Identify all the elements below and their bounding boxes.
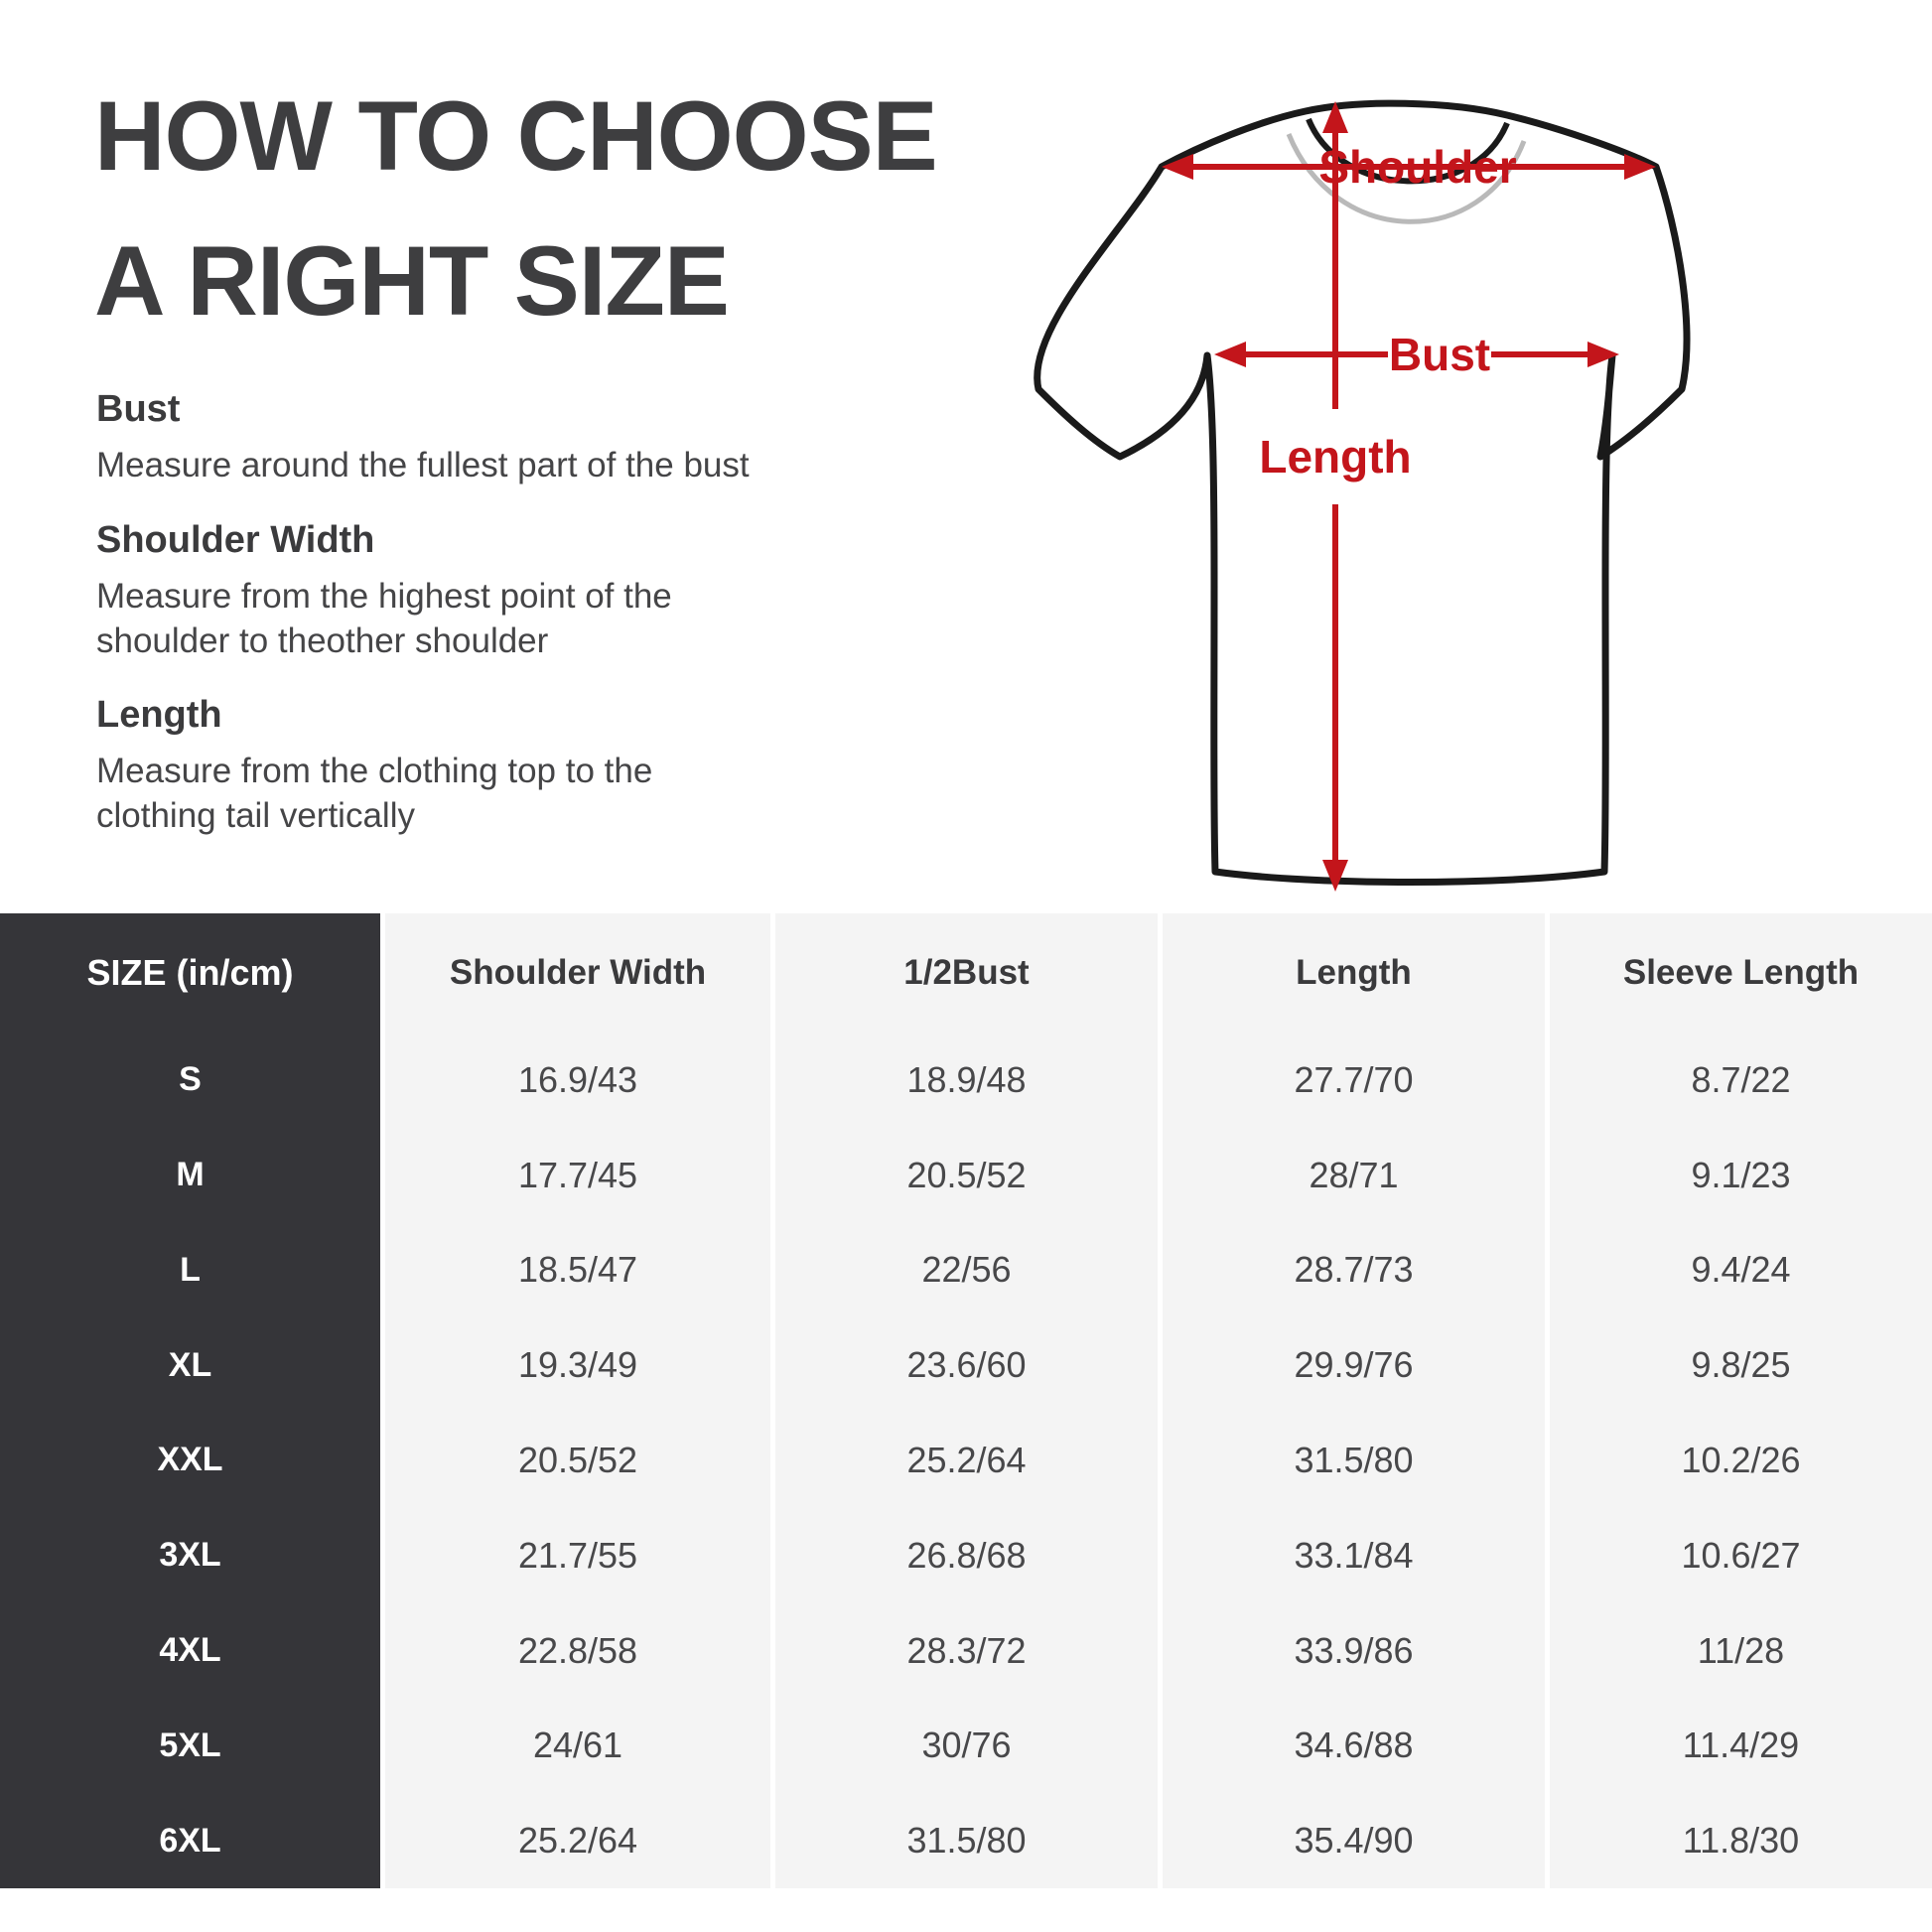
value-cell: 34.6/88 xyxy=(1158,1698,1545,1793)
col-header-half-bust: 1/2Bust xyxy=(770,913,1158,1033)
value-cell: 20.5/52 xyxy=(380,1413,770,1508)
guide-heading-bust: Bust xyxy=(96,388,181,430)
value-cell: 31.5/80 xyxy=(770,1793,1158,1888)
guide-text-length-line1: Measure from the clothing top to the xyxy=(96,752,653,790)
page-title-line1: HOW TO CHOOSE xyxy=(94,80,937,191)
size-cell: 5XL xyxy=(0,1698,380,1793)
value-cell: 23.6/60 xyxy=(770,1317,1158,1413)
value-cell: 31.5/80 xyxy=(1158,1413,1545,1508)
col-header-length: Length xyxy=(1158,913,1545,1033)
bust-label: Bust xyxy=(1388,329,1491,380)
value-cell: 18.9/48 xyxy=(770,1033,1158,1128)
tshirt-diagram-svg xyxy=(1013,60,1708,913)
shoulder-label: Shoulder xyxy=(1318,141,1517,193)
value-cell: 17.7/45 xyxy=(380,1128,770,1223)
size-cell: 6XL xyxy=(0,1793,380,1888)
value-cell: 33.9/86 xyxy=(1158,1603,1545,1699)
value-cell: 22.8/58 xyxy=(380,1603,770,1699)
value-cell: 20.5/52 xyxy=(770,1128,1158,1223)
value-cell: 28.3/72 xyxy=(770,1603,1158,1699)
value-cell: 25.2/64 xyxy=(770,1413,1158,1508)
length-label: Length xyxy=(1259,431,1412,483)
value-cell: 24/61 xyxy=(380,1698,770,1793)
value-cell: 28.7/73 xyxy=(1158,1223,1545,1318)
value-cell: 28/71 xyxy=(1158,1128,1545,1223)
col-header-shoulder-width: Shoulder Width xyxy=(380,913,770,1033)
guide-text-bust: Measure around the fullest part of the bust xyxy=(96,446,750,484)
value-cell: 33.1/84 xyxy=(1158,1508,1545,1603)
value-cell: 19.3/49 xyxy=(380,1317,770,1413)
col-header-sleeve-length: Sleeve Length xyxy=(1545,913,1932,1033)
value-cell: 9.8/25 xyxy=(1545,1317,1932,1413)
tshirt-outline xyxy=(1037,103,1687,882)
size-cell: L xyxy=(0,1223,380,1318)
size-cell: 3XL xyxy=(0,1508,380,1603)
guide-section-shoulder-width xyxy=(96,516,791,663)
size-table xyxy=(0,913,1932,1888)
value-cell: 22/56 xyxy=(770,1223,1158,1318)
col-header-size: SIZE (in/cm) xyxy=(0,913,380,1033)
value-cell: 18.5/47 xyxy=(380,1223,770,1318)
guide-heading-length: Length xyxy=(96,694,222,736)
value-cell: 30/76 xyxy=(770,1698,1158,1793)
guide-text-length-line2: clothing tail vertically xyxy=(96,796,415,835)
value-cell: 29.9/76 xyxy=(1158,1317,1545,1413)
value-cell: 8.7/22 xyxy=(1545,1033,1932,1128)
guide-section-length xyxy=(96,691,791,838)
value-cell: 35.4/90 xyxy=(1158,1793,1545,1888)
value-cell: 9.1/23 xyxy=(1545,1128,1932,1223)
guide-section-bust xyxy=(96,385,791,487)
guide-text-shoulder-line2: shoulder to theother shoulder xyxy=(96,621,549,660)
size-cell: 4XL xyxy=(0,1603,380,1699)
value-cell: 26.8/68 xyxy=(770,1508,1158,1603)
page-title xyxy=(94,64,937,353)
value-cell: 11.8/30 xyxy=(1545,1793,1932,1888)
value-cell: 9.4/24 xyxy=(1545,1223,1932,1318)
size-cell: XL xyxy=(0,1317,380,1413)
value-cell: 11.4/29 xyxy=(1545,1698,1932,1793)
value-cell: 16.9/43 xyxy=(380,1033,770,1128)
value-cell: 25.2/64 xyxy=(380,1793,770,1888)
value-cell: 10.6/27 xyxy=(1545,1508,1932,1603)
size-cell: XXL xyxy=(0,1413,380,1508)
guide-heading-shoulder-width: Shoulder Width xyxy=(96,519,375,561)
value-cell: 21.7/55 xyxy=(380,1508,770,1603)
size-cell: M xyxy=(0,1128,380,1223)
value-cell: 10.2/26 xyxy=(1545,1413,1932,1508)
value-cell: 11/28 xyxy=(1545,1603,1932,1699)
guide-text-shoulder-line1: Measure from the highest point of the xyxy=(96,577,672,616)
tshirt-measurement-diagram xyxy=(1013,60,1708,913)
value-cell: 27.7/70 xyxy=(1158,1033,1545,1128)
page-title-line2: A RIGHT SIZE xyxy=(94,225,729,336)
size-cell: S xyxy=(0,1033,380,1128)
